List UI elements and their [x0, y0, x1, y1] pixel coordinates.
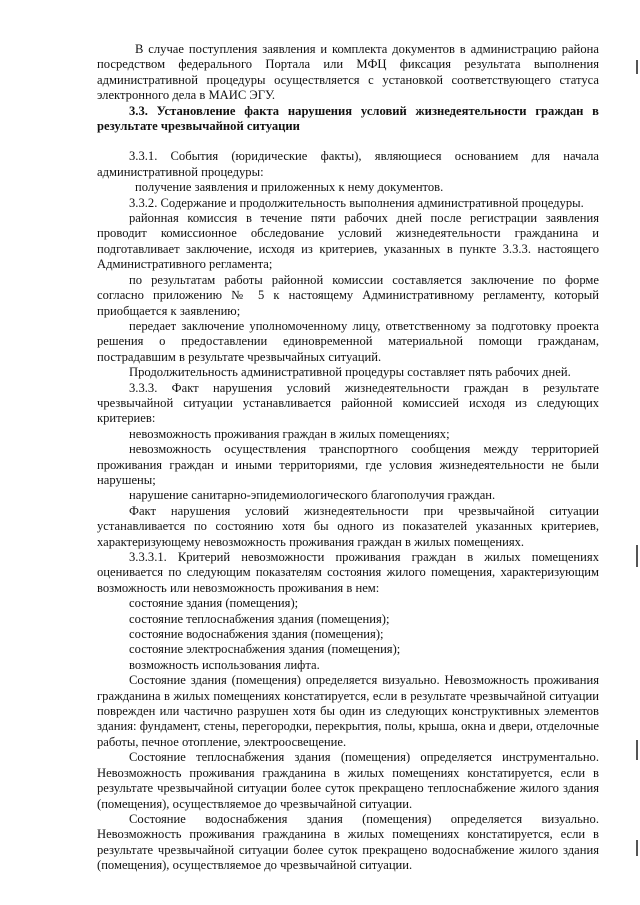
paragraph: районная комиссия в течение пяти рабочих дней после регистрации заявления проводит комиссионное обследование условий жизнедеятельности гражданина и подготавливает заключение, исходя из критериев, указанных в пункте 3.3.3. настоящего Административного регламента;: [97, 211, 599, 272]
scan-edge-mark: [636, 740, 638, 760]
paragraph: Факт нарушения условий жизнедеятельности при чрезвычайной ситуации устанавливается по состоянию хотя бы одного из показателей указанных критериев, характеризующему невозможность проживания граждан в жилых помещениях.: [97, 503, 599, 549]
paragraph: невозможность проживания граждан в жилых помещениях;: [129, 426, 450, 441]
paragraph: Состояние здания (помещения) определяется визуально. Невозможность проживания гражданина в жилых помещениях констатируется, если в результате чрезвычайной ситуации поврежден или частично разрушен хотя бы один из следующих конструктивных элементов здания: фундамент, стены, перегородки, перекрытия, полы, крыша, окна и двери, отделочные работы, печное отопление, электроосвещение.: [97, 673, 599, 749]
paragraph: Продолжительность административной процедуры составляет пять рабочих дней.: [129, 365, 571, 380]
paragraph: невозможность осуществления транспортного сообщения между территорией проживания граждан и иными территориями, где условия жизнедеятельности не были нарушены;: [97, 442, 599, 487]
paragraph: 3.3.2. Содержание и продолжительность выполнения административной процедуры.: [129, 195, 584, 210]
scan-edge-mark: [636, 840, 638, 856]
paragraph: Состояние теплоснабжения здания (помещения) определяется инструментально. Невозможность проживания гражданина в жилых помещениях констатируется, если в результате чрезвычайной ситуации более суток прекращено теплоснабжение жилого здания (помещения), осуществляемое до чрезвычайной ситуации.: [97, 750, 599, 811]
paragraph: получение заявления и приложенных к нему документов.: [135, 180, 444, 195]
paragraph: В случае поступления заявления и комплекта документов в администрацию района посредством федерального Портала или МФЦ фиксация результата выполнения административной процедуры осуществляется с установкой соответствующего статуса электронного дела в МАИС ЭГУ.: [97, 42, 599, 103]
list-item: состояние теплоснабжения здания (помещения);: [129, 611, 390, 626]
list-item: состояние электроснабжения здания (помещения);: [129, 642, 401, 657]
paragraph: передает заключение уполномоченному лицу, ответственному за подготовку проекта решения о предоставлении единовременной материальной помощи гражданам, пострадавшим в результате чрезвычайных ситуаций.: [97, 318, 599, 364]
scan-edge-mark: [636, 545, 638, 567]
paragraph: нарушение санитарно-эпидемиологического благополучия граждан.: [129, 488, 496, 503]
scan-edge-mark: [636, 60, 638, 74]
section-heading: 3.3. Установление факта нарушения условий жизнедеятельности граждан в результате чрезвычайной ситуации: [97, 103, 599, 134]
list-item: состояние здания (помещения);: [129, 596, 299, 611]
paragraph: 3.3.3. Факт нарушения условий жизнедеятельности граждан в результате чрезвычайной ситуации устанавливается районной комиссией исходя из следующих критериев:: [97, 380, 599, 426]
paragraph: 3.3.1. События (юридические факты), являющиеся основанием для начала административной процедуры:: [97, 149, 599, 179]
paragraph: по результатам работы районной комиссии составляется заключение по форме согласно приложению № 5 к настоящему Административному регламенту, который приобщается к заявлению;: [97, 272, 599, 318]
paragraph: 3.3.3.1. Критерий невозможности проживания граждан в жилых помещениях оценивается по следующим показателям состояния жилого помещения, характеризующим возможность или невозможность проживания в нем:: [97, 550, 599, 595]
list-item: возможность использования лифта.: [129, 657, 320, 672]
paragraph: Состояние водоснабжения здания (помещения) определяется визуально. Невозможность проживания гражданина в жилых помещениях констатируется, если в результате чрезвычайной ситуации более суток прекращено водоснабжение жилого здания (помещения), осуществляемое до чрезвычайной ситуации.: [97, 811, 599, 873]
document-body: [97, 42, 599, 874]
list-item: состояние водоснабжения здания (помещения);: [129, 627, 384, 642]
